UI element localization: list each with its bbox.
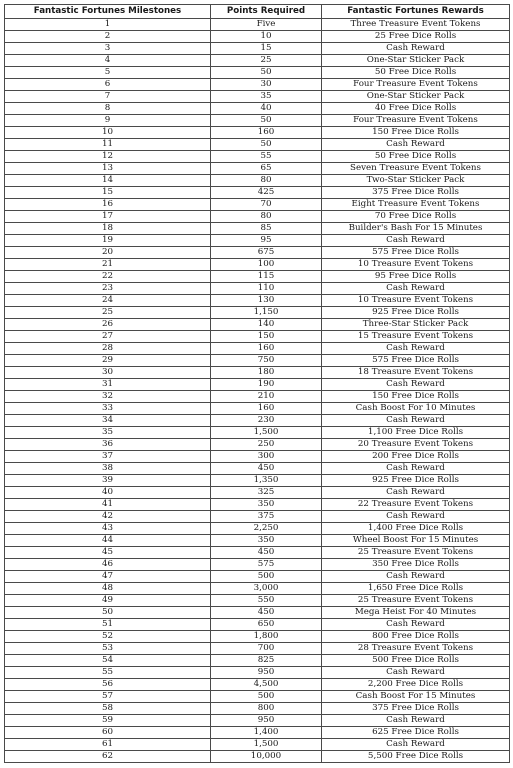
points-cell: 750 [211, 355, 322, 367]
milestone-cell: 43 [5, 523, 211, 535]
milestone-cell: 2 [5, 31, 211, 43]
reward-cell: 625 Free Dice Rolls [322, 727, 510, 739]
reward-cell: Cash Reward [322, 283, 510, 295]
points-cell: 65 [211, 163, 322, 175]
header-rewards: Fantastic Fortunes Rewards [322, 5, 510, 19]
table-row [5, 319, 510, 331]
table-row [5, 739, 510, 751]
points-cell: 4,500 [211, 679, 322, 691]
reward-cell: 575 Free Dice Rolls [322, 247, 510, 259]
points-cell: 40 [211, 103, 322, 115]
reward-cell: 575 Free Dice Rolls [322, 355, 510, 367]
points-cell: 250 [211, 439, 322, 451]
reward-cell: Two-Star Sticker Pack [322, 175, 510, 187]
milestone-cell: 10 [5, 127, 211, 139]
points-cell: 50 [211, 139, 322, 151]
points-cell: 70 [211, 199, 322, 211]
points-cell: 325 [211, 487, 322, 499]
reward-cell: Four Treasure Event Tokens [322, 79, 510, 91]
reward-cell: 1,650 Free Dice Rolls [322, 583, 510, 595]
points-cell: 160 [211, 403, 322, 415]
points-cell: 825 [211, 655, 322, 667]
milestone-cell: 60 [5, 727, 211, 739]
table-row [5, 667, 510, 679]
points-cell: 130 [211, 295, 322, 307]
reward-cell: 25 Treasure Event Tokens [322, 547, 510, 559]
milestone-cell: 6 [5, 79, 211, 91]
milestones-table [4, 4, 510, 763]
points-cell: 350 [211, 535, 322, 547]
milestone-cell: 24 [5, 295, 211, 307]
milestone-cell: 37 [5, 451, 211, 463]
table-row [5, 703, 510, 715]
reward-cell: 800 Free Dice Rolls [322, 631, 510, 643]
milestone-cell: 3 [5, 43, 211, 55]
milestone-cell: 19 [5, 235, 211, 247]
points-cell: 675 [211, 247, 322, 259]
milestone-cell: 57 [5, 691, 211, 703]
table-row [5, 643, 510, 655]
milestone-cell: 40 [5, 487, 211, 499]
points-cell: 100 [211, 259, 322, 271]
milestone-cell: 32 [5, 391, 211, 403]
table-row [5, 607, 510, 619]
milestone-cell: 62 [5, 751, 211, 763]
table-row [5, 571, 510, 583]
points-cell: 35 [211, 91, 322, 103]
reward-cell: 15 Treasure Event Tokens [322, 331, 510, 343]
milestone-cell: 27 [5, 331, 211, 343]
table-row [5, 595, 510, 607]
points-cell: 1,500 [211, 739, 322, 751]
milestone-cell: 51 [5, 619, 211, 631]
reward-cell: 1,400 Free Dice Rolls [322, 523, 510, 535]
milestone-cell: 44 [5, 535, 211, 547]
points-cell: 10 [211, 31, 322, 43]
table-row [5, 163, 510, 175]
milestone-cell: 30 [5, 367, 211, 379]
reward-cell: 25 Free Dice Rolls [322, 31, 510, 43]
reward-cell: 350 Free Dice Rolls [322, 559, 510, 571]
points-cell: 450 [211, 607, 322, 619]
points-cell: 15 [211, 43, 322, 55]
reward-cell: One-Star Sticker Pack [322, 55, 510, 67]
reward-cell: 150 Free Dice Rolls [322, 391, 510, 403]
table-row [5, 391, 510, 403]
table-row [5, 259, 510, 271]
table-row [5, 79, 510, 91]
table-row [5, 631, 510, 643]
table-row [5, 31, 510, 43]
milestone-cell: 52 [5, 631, 211, 643]
points-cell: 80 [211, 211, 322, 223]
reward-cell: Builder's Bash For 15 Minutes [322, 223, 510, 235]
points-cell: 10,000 [211, 751, 322, 763]
milestone-cell: 4 [5, 55, 211, 67]
table-row [5, 559, 510, 571]
reward-cell: Cash Reward [322, 415, 510, 427]
points-cell: 350 [211, 499, 322, 511]
reward-cell: 925 Free Dice Rolls [322, 475, 510, 487]
reward-cell: 925 Free Dice Rolls [322, 307, 510, 319]
milestone-cell: 20 [5, 247, 211, 259]
table-row [5, 295, 510, 307]
milestone-cell: 31 [5, 379, 211, 391]
reward-cell: Eight Treasure Event Tokens [322, 199, 510, 211]
table-row [5, 103, 510, 115]
table-row [5, 211, 510, 223]
reward-cell: Cash Reward [322, 571, 510, 583]
points-cell: 650 [211, 619, 322, 631]
table-row [5, 91, 510, 103]
table-row [5, 139, 510, 151]
table-row [5, 583, 510, 595]
points-cell: 550 [211, 595, 322, 607]
reward-cell: 40 Free Dice Rolls [322, 103, 510, 115]
table-row [5, 523, 510, 535]
table-row [5, 187, 510, 199]
points-cell: 1,400 [211, 727, 322, 739]
reward-cell: 25 Treasure Event Tokens [322, 595, 510, 607]
points-cell: 950 [211, 715, 322, 727]
reward-cell: 50 Free Dice Rolls [322, 151, 510, 163]
reward-cell: 95 Free Dice Rolls [322, 271, 510, 283]
points-cell: 425 [211, 187, 322, 199]
milestone-cell: 29 [5, 355, 211, 367]
reward-cell: One-Star Sticker Pack [322, 91, 510, 103]
points-cell: 1,350 [211, 475, 322, 487]
table-row [5, 403, 510, 415]
milestones-table-container [4, 4, 510, 763]
table-row [5, 427, 510, 439]
reward-cell: 5,500 Free Dice Rolls [322, 751, 510, 763]
milestone-cell: 14 [5, 175, 211, 187]
reward-cell: Cash Reward [322, 715, 510, 727]
reward-cell: Mega Heist For 40 Minutes [322, 607, 510, 619]
reward-cell: 70 Free Dice Rolls [322, 211, 510, 223]
points-cell: Five [211, 19, 322, 31]
reward-cell: Cash Reward [322, 667, 510, 679]
points-cell: 950 [211, 667, 322, 679]
table-row [5, 223, 510, 235]
points-cell: 230 [211, 415, 322, 427]
reward-cell: Wheel Boost For 15 Minutes [322, 535, 510, 547]
reward-cell: 18 Treasure Event Tokens [322, 367, 510, 379]
reward-cell: 50 Free Dice Rolls [322, 67, 510, 79]
milestone-cell: 16 [5, 199, 211, 211]
points-cell: 700 [211, 643, 322, 655]
table-row [5, 715, 510, 727]
reward-cell: Three Treasure Event Tokens [322, 19, 510, 31]
milestone-cell: 1 [5, 19, 211, 31]
points-cell: 110 [211, 283, 322, 295]
points-cell: 1,500 [211, 427, 322, 439]
reward-cell: Three-Star Sticker Pack [322, 319, 510, 331]
table-row [5, 451, 510, 463]
table-row [5, 655, 510, 667]
milestone-cell: 48 [5, 583, 211, 595]
table-row [5, 43, 510, 55]
table-row [5, 439, 510, 451]
milestone-cell: 12 [5, 151, 211, 163]
milestone-cell: 25 [5, 307, 211, 319]
milestone-cell: 26 [5, 319, 211, 331]
milestone-cell: 34 [5, 415, 211, 427]
points-cell: 80 [211, 175, 322, 187]
reward-cell: Cash Reward [322, 343, 510, 355]
reward-cell: 1,100 Free Dice Rolls [322, 427, 510, 439]
points-cell: 50 [211, 67, 322, 79]
header-points-required: Points Required [211, 5, 322, 19]
reward-cell: Cash Reward [322, 463, 510, 475]
reward-cell: Cash Reward [322, 379, 510, 391]
points-cell: 800 [211, 703, 322, 715]
points-cell: 575 [211, 559, 322, 571]
milestone-cell: 18 [5, 223, 211, 235]
table-row [5, 127, 510, 139]
table-row [5, 475, 510, 487]
milestone-cell: 21 [5, 259, 211, 271]
reward-cell: Cash Reward [322, 511, 510, 523]
table-row [5, 331, 510, 343]
points-cell: 2,250 [211, 523, 322, 535]
table-row [5, 151, 510, 163]
milestone-cell: 39 [5, 475, 211, 487]
points-cell: 500 [211, 691, 322, 703]
table-row [5, 535, 510, 547]
table-row [5, 619, 510, 631]
points-cell: 1,800 [211, 631, 322, 643]
reward-cell: Cash Boost For 10 Minutes [322, 403, 510, 415]
points-cell: 450 [211, 547, 322, 559]
table-header-row [5, 5, 510, 19]
reward-cell: 375 Free Dice Rolls [322, 703, 510, 715]
table-row [5, 55, 510, 67]
points-cell: 115 [211, 271, 322, 283]
milestone-cell: 7 [5, 91, 211, 103]
milestone-cell: 54 [5, 655, 211, 667]
table-row [5, 463, 510, 475]
milestone-cell: 13 [5, 163, 211, 175]
reward-cell: Cash Reward [322, 139, 510, 151]
table-row [5, 511, 510, 523]
reward-cell: Cash Reward [322, 43, 510, 55]
milestone-cell: 38 [5, 463, 211, 475]
milestone-cell: 47 [5, 571, 211, 583]
milestone-cell: 11 [5, 139, 211, 151]
table-row [5, 247, 510, 259]
table-row [5, 379, 510, 391]
reward-cell: Cash Boost For 15 Minutes [322, 691, 510, 703]
points-cell: 150 [211, 331, 322, 343]
points-cell: 500 [211, 571, 322, 583]
table-body [5, 19, 510, 763]
milestone-cell: 56 [5, 679, 211, 691]
points-cell: 180 [211, 367, 322, 379]
table-row [5, 499, 510, 511]
table-row [5, 343, 510, 355]
points-cell: 160 [211, 343, 322, 355]
reward-cell: 10 Treasure Event Tokens [322, 295, 510, 307]
milestone-cell: 33 [5, 403, 211, 415]
reward-cell: Cash Reward [322, 739, 510, 751]
points-cell: 50 [211, 115, 322, 127]
points-cell: 95 [211, 235, 322, 247]
points-cell: 300 [211, 451, 322, 463]
points-cell: 3,000 [211, 583, 322, 595]
milestone-cell: 50 [5, 607, 211, 619]
milestone-cell: 59 [5, 715, 211, 727]
header-milestones: Fantastic Fortunes Milestones [5, 5, 211, 19]
table-row [5, 19, 510, 31]
points-cell: 85 [211, 223, 322, 235]
table-row [5, 175, 510, 187]
milestone-cell: 9 [5, 115, 211, 127]
reward-cell: 10 Treasure Event Tokens [322, 259, 510, 271]
points-cell: 190 [211, 379, 322, 391]
milestone-cell: 46 [5, 559, 211, 571]
milestone-cell: 42 [5, 511, 211, 523]
points-cell: 25 [211, 55, 322, 67]
milestone-cell: 58 [5, 703, 211, 715]
points-cell: 140 [211, 319, 322, 331]
table-row [5, 487, 510, 499]
table-row [5, 751, 510, 763]
milestone-cell: 61 [5, 739, 211, 751]
milestone-cell: 49 [5, 595, 211, 607]
milestone-cell: 36 [5, 439, 211, 451]
reward-cell: 2,200 Free Dice Rolls [322, 679, 510, 691]
reward-cell: 500 Free Dice Rolls [322, 655, 510, 667]
reward-cell: 20 Treasure Event Tokens [322, 439, 510, 451]
points-cell: 160 [211, 127, 322, 139]
points-cell: 375 [211, 511, 322, 523]
points-cell: 55 [211, 151, 322, 163]
points-cell: 450 [211, 463, 322, 475]
reward-cell: Cash Reward [322, 487, 510, 499]
reward-cell: Seven Treasure Event Tokens [322, 163, 510, 175]
table-row [5, 67, 510, 79]
milestone-cell: 8 [5, 103, 211, 115]
points-cell: 30 [211, 79, 322, 91]
milestone-cell: 45 [5, 547, 211, 559]
reward-cell: 150 Free Dice Rolls [322, 127, 510, 139]
milestone-cell: 5 [5, 67, 211, 79]
milestone-cell: 22 [5, 271, 211, 283]
milestone-cell: 41 [5, 499, 211, 511]
milestone-cell: 28 [5, 343, 211, 355]
table-row [5, 679, 510, 691]
reward-cell: 28 Treasure Event Tokens [322, 643, 510, 655]
milestone-cell: 23 [5, 283, 211, 295]
milestone-cell: 15 [5, 187, 211, 199]
reward-cell: 375 Free Dice Rolls [322, 187, 510, 199]
table-row [5, 235, 510, 247]
points-cell: 210 [211, 391, 322, 403]
reward-cell: Cash Reward [322, 619, 510, 631]
table-row [5, 199, 510, 211]
reward-cell: 200 Free Dice Rolls [322, 451, 510, 463]
table-row [5, 547, 510, 559]
table-row [5, 367, 510, 379]
milestone-cell: 35 [5, 427, 211, 439]
table-row [5, 307, 510, 319]
table-row [5, 271, 510, 283]
points-cell: 1,150 [211, 307, 322, 319]
table-row [5, 727, 510, 739]
table-row [5, 691, 510, 703]
reward-cell: Cash Reward [322, 235, 510, 247]
milestone-cell: 53 [5, 643, 211, 655]
table-row [5, 283, 510, 295]
reward-cell: Four Treasure Event Tokens [322, 115, 510, 127]
reward-cell: 22 Treasure Event Tokens [322, 499, 510, 511]
milestone-cell: 17 [5, 211, 211, 223]
table-row [5, 115, 510, 127]
table-row [5, 355, 510, 367]
table-row [5, 415, 510, 427]
milestone-cell: 55 [5, 667, 211, 679]
